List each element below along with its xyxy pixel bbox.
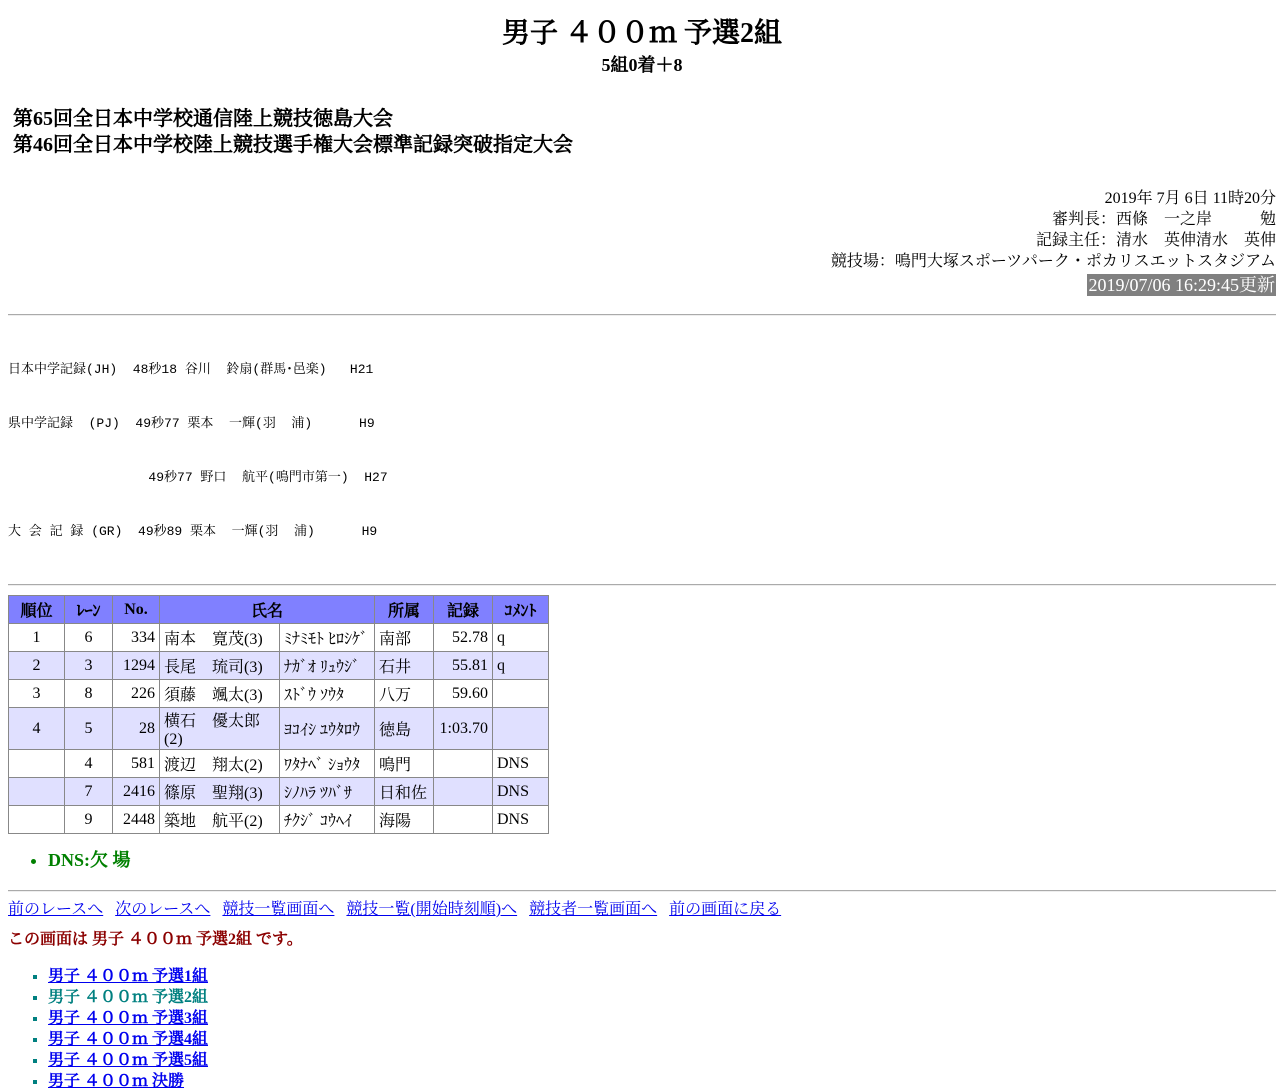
cell-lane: 9 bbox=[65, 806, 113, 834]
record-line: 49秒77 野口 航平(鳴門市第一) H27 bbox=[8, 470, 388, 485]
cell-name: 渡辺 翔太(2) bbox=[160, 750, 280, 778]
cell-lane: 7 bbox=[65, 778, 113, 806]
table-row bbox=[9, 652, 549, 680]
header-record: 記録 bbox=[434, 596, 493, 624]
cell-rank: 4 bbox=[9, 708, 65, 750]
cell-comment: q bbox=[493, 652, 549, 680]
cell-name: 篠原 聖翔(3) bbox=[160, 778, 280, 806]
cell-kana: ﾁｸｼﾞ ｺｳﾍｲ bbox=[280, 806, 375, 834]
heat-link-1[interactable]: 男子 ４００ｍ 予選1組 bbox=[48, 968, 209, 985]
heat-item bbox=[48, 987, 1276, 1008]
heat-list bbox=[8, 966, 1276, 1092]
table-row bbox=[9, 806, 549, 834]
heat-item bbox=[48, 1008, 1276, 1029]
legend-list bbox=[8, 848, 1276, 872]
cell-lane: 5 bbox=[65, 708, 113, 750]
event-list-link[interactable]: 競技一覧画面へ bbox=[222, 901, 335, 918]
cell-record: 52.78 bbox=[434, 624, 493, 652]
cell-comment: DNS bbox=[493, 778, 549, 806]
cell-name: 須藤 颯太(3) bbox=[160, 680, 280, 708]
cell-number: 226 bbox=[113, 680, 160, 708]
cell-team: 海陽 bbox=[375, 806, 434, 834]
cell-number: 1294 bbox=[113, 652, 160, 680]
cell-team: 南部 bbox=[375, 624, 434, 652]
navigation-links bbox=[8, 900, 1276, 920]
athlete-list-link[interactable]: 競技者一覧画面へ bbox=[529, 901, 658, 918]
heat-item bbox=[48, 1029, 1276, 1050]
cell-kana: ｼﾉﾊﾗ ﾂﾊﾞｻ bbox=[280, 778, 375, 806]
cell-team: 石井 bbox=[375, 652, 434, 680]
cell-record: 1:03.70 bbox=[434, 708, 493, 750]
cell-lane: 4 bbox=[65, 750, 113, 778]
cell-number: 2416 bbox=[113, 778, 160, 806]
event-info bbox=[8, 188, 1276, 297]
cell-record: 59.60 bbox=[434, 680, 493, 708]
table-row bbox=[9, 778, 549, 806]
meet-names bbox=[8, 106, 1276, 158]
page-title: 男子 ４００ｍ 予選2組 bbox=[501, 18, 782, 49]
heat-item bbox=[48, 1071, 1276, 1092]
table-row bbox=[9, 750, 549, 778]
header-lane: ﾚｰﾝ bbox=[65, 596, 113, 624]
cell-number: 28 bbox=[113, 708, 160, 750]
table-row bbox=[9, 680, 549, 708]
cell-rank bbox=[9, 750, 65, 778]
cell-rank: 2 bbox=[9, 652, 65, 680]
results-table bbox=[8, 595, 549, 834]
cell-record bbox=[434, 750, 493, 778]
cell-team: 鳴門 bbox=[375, 750, 434, 778]
table-row bbox=[9, 708, 549, 750]
heat-link-final[interactable]: 男子 ４００ｍ 決勝 bbox=[48, 1073, 185, 1090]
cell-number: 581 bbox=[113, 750, 160, 778]
cell-name: 長尾 琉司(3) bbox=[160, 652, 280, 680]
cell-lane: 3 bbox=[65, 652, 113, 680]
table-header-row bbox=[9, 596, 549, 624]
event-datetime: 2019年 7月 6日 11時20分 bbox=[1104, 190, 1276, 207]
cell-number: 334 bbox=[113, 624, 160, 652]
cell-comment bbox=[493, 708, 549, 750]
meet-name-1: 第65回全日本中学校通信陸上競技徳島大会 bbox=[13, 108, 393, 130]
cell-rank: 3 bbox=[9, 680, 65, 708]
heat-link-5[interactable]: 男子 ４００ｍ 予選5組 bbox=[48, 1052, 209, 1069]
cell-comment: DNS bbox=[493, 806, 549, 834]
cell-record: 55.81 bbox=[434, 652, 493, 680]
cell-kana: ｽﾄﾞｳ ｿｳﾀ bbox=[280, 680, 375, 708]
cell-comment bbox=[493, 680, 549, 708]
heat-current-2: 男子 ４００ｍ 予選2組 bbox=[48, 989, 209, 1006]
meet-name-2: 第46回全日本中学校陸上競技選手権大会標準記録突破指定大会 bbox=[13, 134, 573, 156]
referee: 審判長：西條 一之岸 勉 bbox=[1051, 211, 1276, 228]
header-name: 氏名 bbox=[160, 596, 375, 624]
divider bbox=[8, 584, 1276, 586]
cell-rank: 1 bbox=[9, 624, 65, 652]
record-line: 県中学記録 (PJ) 49秒77 栗本 一輝(羽 浦) H9 bbox=[8, 416, 375, 431]
table-row bbox=[9, 624, 549, 652]
cell-kana: ﾐﾅﾐﾓﾄ ﾋﾛｼｹﾞ bbox=[280, 624, 375, 652]
cell-rank bbox=[9, 778, 65, 806]
cell-lane: 6 bbox=[65, 624, 113, 652]
event-list-by-time-link[interactable]: 競技一覧(開始時刻順)へ bbox=[346, 901, 518, 918]
header-rank: 順位 bbox=[9, 596, 65, 624]
heat-item bbox=[48, 1050, 1276, 1071]
cell-record bbox=[434, 806, 493, 834]
cell-name: 築地 航平(2) bbox=[160, 806, 280, 834]
cell-rank bbox=[9, 806, 65, 834]
cell-team: 日和佐 bbox=[375, 778, 434, 806]
cell-number: 2448 bbox=[113, 806, 160, 834]
header-comment: ｺﾒﾝﾄ bbox=[493, 596, 549, 624]
header-number: No. bbox=[113, 596, 160, 624]
next-race-link[interactable]: 次のレースへ bbox=[115, 901, 211, 918]
recorder: 記録主任：清水 英伸清水 英伸 bbox=[1035, 232, 1276, 249]
legend-dns: • DNS:欠 場 bbox=[48, 848, 1276, 872]
cell-name: 横石 優太郎(2) bbox=[160, 708, 280, 750]
page-subtitle: 5組0着＋8 bbox=[601, 55, 683, 75]
updated-timestamp: 2019/07/06 16:29:45更新 bbox=[1088, 275, 1275, 295]
record-line: 大 会 記 録 (GR) 49秒89 栗本 一輝(羽 浦) H9 bbox=[8, 524, 378, 539]
cell-lane: 8 bbox=[65, 680, 113, 708]
cell-comment: DNS bbox=[493, 750, 549, 778]
current-page-notice: この画面は 男子 ４００ｍ 予選2組 です。 bbox=[8, 931, 303, 948]
divider bbox=[8, 890, 1276, 892]
cell-team: 八万 bbox=[375, 680, 434, 708]
heat-link-4[interactable]: 男子 ４００ｍ 予選4組 bbox=[48, 1031, 209, 1048]
cell-record bbox=[434, 778, 493, 806]
cell-kana: ﾖｺｲｼ ﾕｳﾀﾛｳ bbox=[280, 708, 375, 750]
prev-race-link[interactable]: 前のレースへ bbox=[8, 901, 104, 918]
heat-link-3[interactable]: 男子 ４００ｍ 予選3組 bbox=[48, 1010, 209, 1027]
record-line: 日本中学記録(JH) 48秒18 谷川 鈴扇(群馬･邑楽) H21 bbox=[8, 362, 374, 377]
back-link[interactable]: 前の画面に戻る bbox=[669, 901, 782, 918]
cell-comment: q bbox=[493, 624, 549, 652]
venue: 競技場：鳴門大塚スポーツパーク・ポカリスエットスタジアム bbox=[830, 253, 1276, 270]
cell-name: 南本 寛茂(3) bbox=[160, 624, 280, 652]
divider bbox=[8, 314, 1276, 316]
heat-item bbox=[48, 966, 1276, 987]
cell-team: 徳島 bbox=[375, 708, 434, 750]
cell-kana: ﾜﾀﾅﾍﾞ ｼｮｳﾀ bbox=[280, 750, 375, 778]
header-team: 所属 bbox=[375, 596, 434, 624]
cell-kana: ﾅｶﾞｵ ﾘｭｳｼﾞ bbox=[280, 652, 375, 680]
records-block bbox=[8, 325, 1276, 577]
